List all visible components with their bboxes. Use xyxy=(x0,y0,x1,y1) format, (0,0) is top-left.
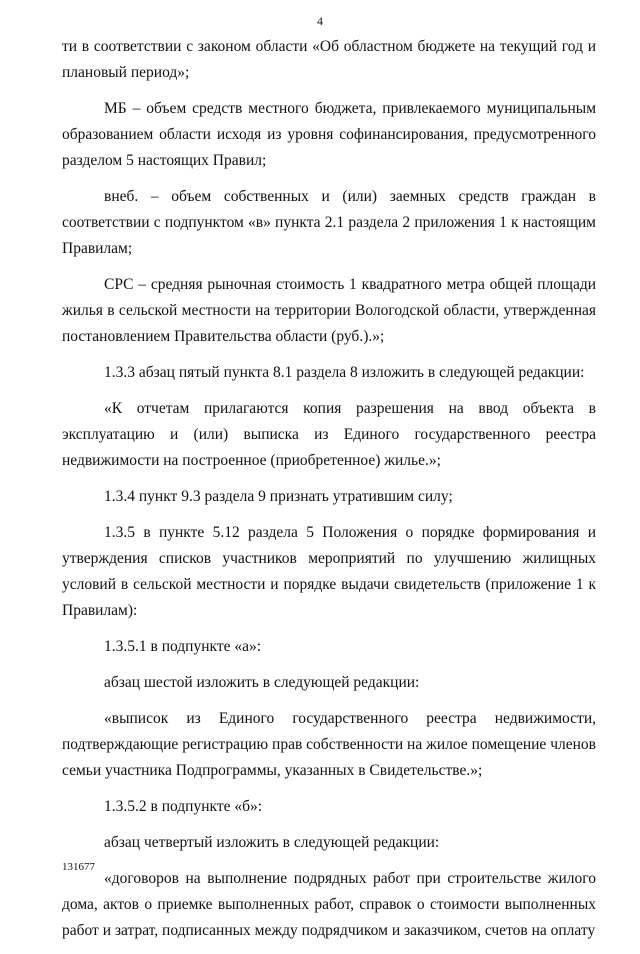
paragraph: 1.3.4 пункт 9.3 раздела 9 признать утратившим силу; xyxy=(104,488,453,505)
paragraph: 1.3.5.1 в подпункте «а»: xyxy=(104,638,262,655)
paragraph: МБ – объем средств местного бюджета, привлекаемого муниципальным образованием области исходя из уровня софинансирования, предусмотренного разделом 5 настоящих Правил; xyxy=(62,100,596,169)
paragraph: СРС – средняя рыночная стоимость 1 квадратного метра общей площади жилья в сельской местности на территории Вологодской области, утвержденная постановлением Правительства области (руб.).»; xyxy=(62,276,596,345)
paragraph: ти в соответствии с законом области «Об областном бюджете на текущий год и плановый период»; xyxy=(62,38,596,81)
paragraph: «договоров на выполнение подрядных работ при строительстве жилого дома, актов о приемке выполненных работ, справок о стоимости выполненных работ и затрат, подписанных между подрядчиком и заказчиком, счетов на оплату xyxy=(62,870,596,939)
paragraph: 1.3.3 абзац пятый пункта 8.1 раздела 8 изложить в следующей редакции: xyxy=(104,364,585,381)
page-number: 4 xyxy=(317,14,323,28)
document-body xyxy=(62,34,596,954)
paragraph: абзац шестой изложить в следующей редакции: xyxy=(104,674,420,691)
document-code: 131677 xyxy=(62,861,95,873)
paragraph: 1.3.5 в пункте 5.12 раздела 5 Положения о порядке формирования и утверждения списков участников мероприятий по улучшению жилищных условий в сельской местности и порядке выдачи свидетельств (приложение 1 к Правилам): xyxy=(62,524,596,619)
paragraph: внеб. – объем собственных и (или) заемных средств граждан в соответствии с подпунктом «в» пункта 2.1 раздела 2 приложения 1 к настоящим Правилам; xyxy=(62,188,596,257)
paragraph: «К отчетам прилагаются копия разрешения на ввод объекта в эксплуатацию и (или) выписка из Единого государственного реестра недвижимости на построенное (приобретенное) жилье.»; xyxy=(62,400,596,469)
paragraph: 1.3.5.2 в подпункте «б»: xyxy=(104,798,263,815)
paragraph: абзац четвертый изложить в следующей редакции: xyxy=(104,834,440,851)
paragraph: «выписок из Единого государственного реестра недвижимости, подтверждающие регистрацию прав собственности на жилое помещение членов семьи участника Подпрограммы, указанных в Свидетельстве.»; xyxy=(62,710,596,779)
